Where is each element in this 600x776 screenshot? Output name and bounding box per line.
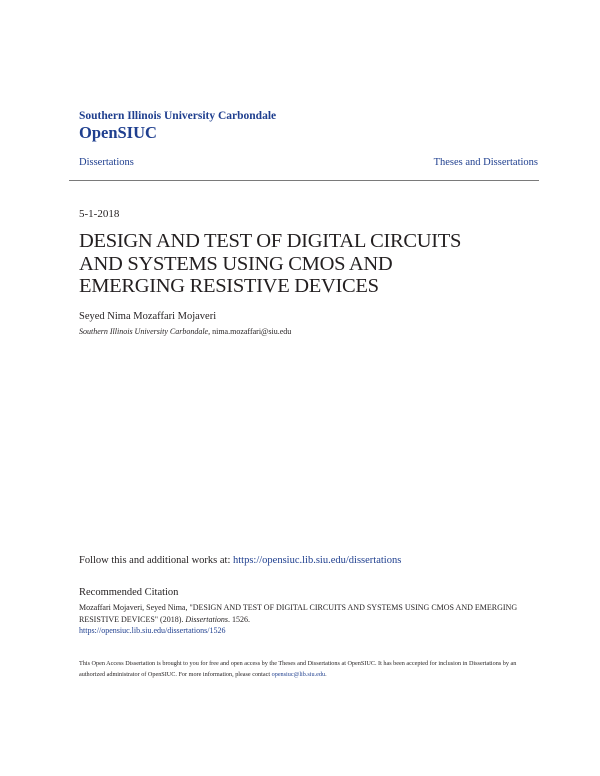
open-access-notice [79,659,529,680]
recommended-citation-heading: Recommended Citation [79,587,179,598]
follow-label: Follow this and additional works at: [79,555,233,566]
follow-line [79,555,401,566]
citation-number: . 1526. [228,614,251,624]
contact-email-link[interactable]: opensiuc@lib.siu.edu [271,670,326,678]
notice-end: . [325,670,327,678]
repository-name: OpenSIUC [79,123,157,142]
title-line-3: EMERGING RESISTIVE DEVICES [79,275,379,297]
notice-text: This Open Access Dissertation is brought to you for free and open access by the Theses and Dissertations at OpenSIUC. It has been accepted for inclusion in Dissertations by an authorized administrator of OpenSIUC. For more information, please contact [79,660,517,678]
citation-series: Dissertations [185,614,229,624]
citation-block [79,602,519,637]
title-line-1: DESIGN AND TEST OF DIGITAL CIRCUITS [79,230,462,252]
title-line-2: AND SYSTEMS USING CMOS AND [79,252,393,275]
citation-url-link[interactable]: https://opensiuc.lib.siu.edu/dissertations/1526 [79,626,226,635]
institution-name: Southern Illinois University Carbondale [79,110,277,122]
theses-and-dissertations-link[interactable]: Theses and Dissertations [433,157,538,168]
author-email: , nima.mozaffari@siu.edu [208,327,292,336]
dissertations-collection-link[interactable]: https://opensiuc.lib.siu.edu/dissertations [233,555,402,566]
author-name: Seyed Nima Mozaffari Mojaveri [79,311,217,322]
dissertations-link[interactable]: Dissertations [79,157,134,168]
header-divider [69,180,539,181]
document-title [79,230,541,298]
publication-date: 5-1-2018 [79,208,120,220]
author-affiliation [79,327,291,336]
citation-text: Mozaffari Mojaveri, Seyed Nima, "DESIGN AND TEST OF DIGITAL CIRCUITS AND SYSTEMS USING CMOS AND EMERGING RESISTIVE DEVICES" (2018). [79,603,518,624]
affiliation-name: Southern Illinois University Carbondale [79,327,209,336]
